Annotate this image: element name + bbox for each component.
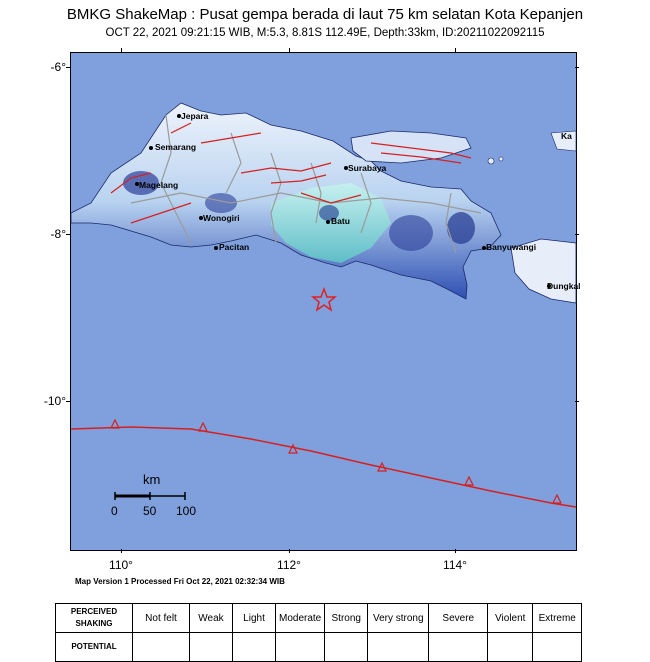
madura-island [351,131,471,163]
lon-label-112: 112° [277,558,301,572]
legend-level: Moderate [276,604,325,633]
city-label: Magelang [139,180,179,190]
scale-label-50: 50 [143,504,157,518]
lon-label-114: 114° [443,558,467,572]
shakemap-area[interactable] [70,52,581,551]
legend-row-shaking [56,604,582,633]
legend-level: Very strong [368,604,429,633]
legend-header: PERCEIVED SHAKING [56,604,133,633]
lat-label-10: -10° [43,394,66,408]
legend-level: Severe [429,604,488,633]
map-subtitle: OCT 22, 2021 09:21:15 WIB, M:5.3, 8.81S 112.49E, Depth:33km, ID:20211022092115 [105,27,545,39]
city-label: Jepara [181,111,209,121]
legend-level: Light [233,604,276,633]
epicenter-star-icon [313,289,335,310]
lat-label-6: -6° [50,60,66,74]
city-label: Wonogiri [203,213,240,223]
city-label: Surabaya [348,163,387,173]
lat-label-8: -8° [50,227,66,241]
city-label: Banyuwangi [486,242,537,252]
city-label: Batu [331,216,350,226]
legend-level: Violent [488,604,533,633]
scale-title: km [143,472,161,487]
legend-level: Strong [325,604,368,633]
city-label: Pacitan [219,242,250,252]
legend-row-potential [56,633,582,662]
scale-label-0: 0 [111,504,118,518]
city-label: Semarang [155,142,197,152]
scale-bar [115,492,185,500]
city-label: Dungkal [547,281,581,291]
legend-level: Weak [190,604,233,633]
legend-level: Extreme [533,604,582,633]
city-label: Ka [561,131,572,141]
lon-label-110: 110° [109,558,133,572]
scale-label-100: 100 [176,504,197,518]
intensity-legend [55,603,582,662]
legend-header-potential: POTENTIAL [56,633,133,662]
legend-level: Not felt [133,604,190,633]
map-title: BMKG ShakeMap : Pusat gempa berada di laut 75 km selatan Kota Kepanjen [66,6,584,23]
map-version: Map Version 1 Processed Fri Oct 22, 2021 02:32:34 WIB [75,577,285,586]
